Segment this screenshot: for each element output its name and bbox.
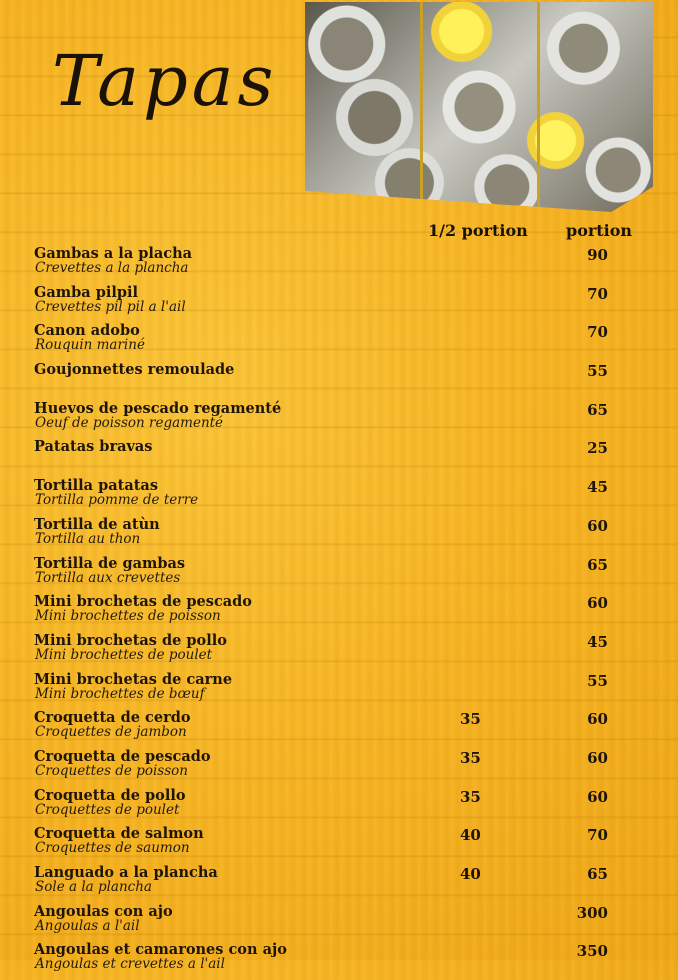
item-half-price: 35 [460,787,481,806]
menu-item [34,748,644,787]
menu-item [34,864,644,903]
item-price: 25 [587,439,608,458]
item-name: Croquetta de pescado [34,747,211,765]
photo-divider [537,2,540,212]
item-translation: Mini brochettes de poulet [35,646,213,663]
item-translation: Crevettes pil pil a l'ail [35,298,186,315]
item-name: Canon adobo [34,322,140,340]
item-price: 70 [587,323,608,342]
item-name: Angoulas con ajo [34,902,173,920]
menu-item [34,322,644,361]
item-translation: Angoulas et crevettes a l'ail [35,956,225,973]
item-translation: Tortilla aux crevettes [35,569,181,586]
item-translation: Croquettes de poisson [35,762,188,779]
item-price: 300 [576,903,608,922]
item-translation: Croquettes de jambon [35,724,187,741]
item-translation: Rouquin mariné [35,337,145,354]
item-price: 65 [587,865,608,883]
half-portion-header: 1/2 portion [428,221,528,240]
item-price: 70 [587,284,608,303]
menu-item [34,245,644,284]
menu-list [34,245,644,980]
item-price: 60 [587,748,608,767]
item-name: Gamba pilpil [34,283,139,301]
menu-item [34,361,644,400]
menu-item [34,516,644,555]
item-name: Mini brochetas de carne [34,670,233,688]
menu-item [34,284,644,323]
item-price: 45 [587,632,608,651]
item-translation: Sole a la plancha [35,879,152,895]
item-translation: Crevettes a la plancha [35,260,189,276]
item-name: Mini brochetas de pescado [34,593,252,611]
menu-item [34,825,644,864]
item-translation: Tortilla au thon [35,530,141,547]
item-name: Angoulas et camarones con ajo [34,941,287,959]
item-name: Croquetta de pollo [34,786,186,804]
item-price: 60 [587,594,608,613]
oysters-photo [305,2,653,212]
menu-item [34,787,644,826]
item-name: Croquetta de cerdo [34,709,191,727]
item-name: Languado a la plancha [34,864,218,881]
menu-item [34,671,644,710]
menu-item [34,400,644,439]
item-price: 60 [587,787,608,806]
menu-title: Tapas [52,40,278,122]
menu-item [34,709,644,748]
photo-divider [420,2,423,212]
item-half-price: 40 [460,865,481,883]
item-price: 60 [587,710,608,729]
item-translation: Croquettes de poulet [35,801,180,818]
item-translation: Mini brochettes de bœuf [35,685,205,702]
menu-item [34,593,644,632]
menu-item [34,903,644,942]
item-translation: Angoulas a l'ail [35,917,140,934]
item-name: Mini brochetas de pollo [34,631,227,649]
menu-item [34,941,644,980]
menu-item [34,632,644,671]
item-price: 70 [587,826,608,845]
item-translation: Oeuf de poisson regamenté [35,414,224,431]
item-price: 65 [587,555,608,574]
item-half-price: 40 [460,826,481,845]
item-price: 45 [587,478,608,497]
menu-item [34,477,644,516]
item-name: Goujonnettes remoulade [34,361,235,379]
item-half-price: 35 [460,748,481,767]
item-name: Croquetta de salmon [34,825,204,843]
item-name: Patatas bravas [34,438,153,456]
item-translation: Tortilla pomme de terre [35,492,199,509]
item-price: 55 [587,671,608,690]
item-price: 60 [587,516,608,535]
item-half-price: 35 [460,710,481,729]
item-price: 55 [587,362,608,381]
item-name: Tortilla patatas [34,477,158,495]
item-translation: Croquettes de saumon [35,840,190,857]
item-price: 350 [576,942,608,961]
item-name: Gambas a la placha [34,245,193,262]
portion-header: portion [566,221,633,240]
menu-item [34,438,644,477]
item-name: Tortilla de atùn [34,515,160,533]
item-price: 90 [587,246,608,264]
item-name: Tortilla de gambas [34,554,186,572]
menu-item [34,555,644,594]
item-translation: Mini brochettes de poisson [35,608,221,625]
item-price: 65 [587,400,608,419]
item-name: Huevos de pescado regamenté [34,399,282,417]
